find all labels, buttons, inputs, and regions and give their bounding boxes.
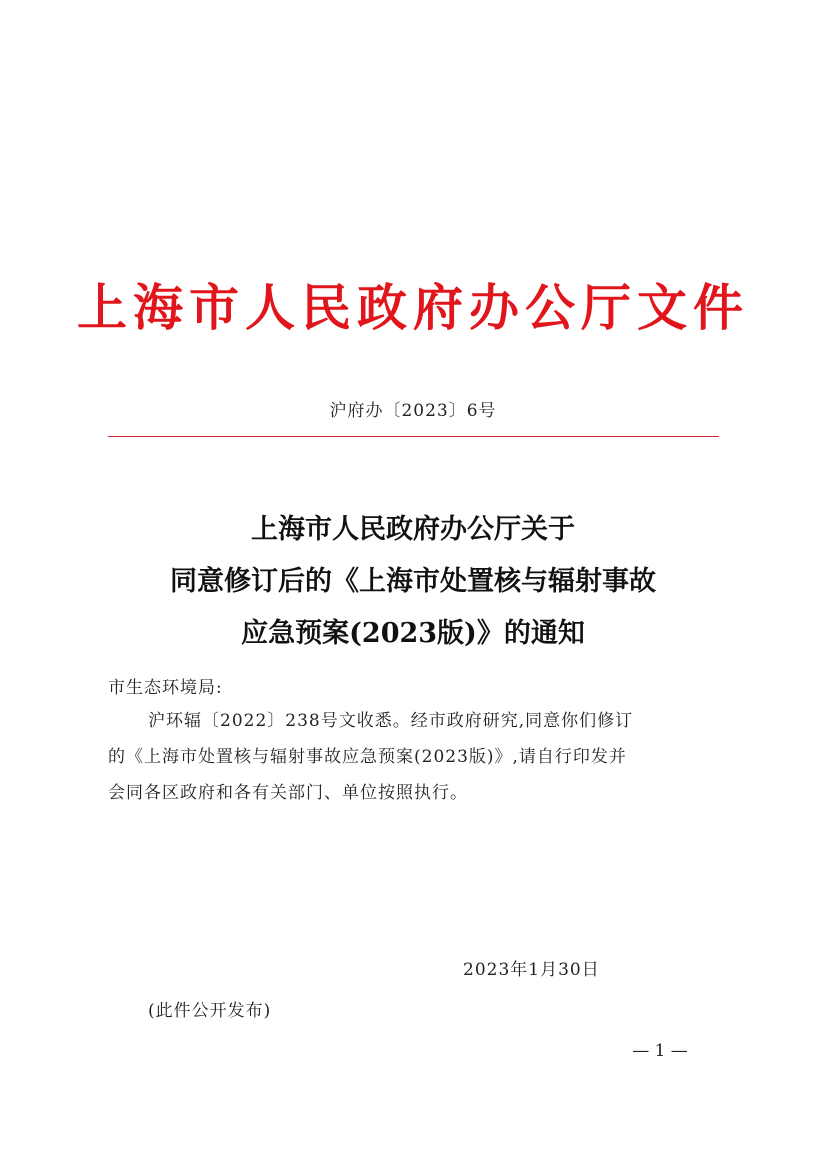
page-number: — 1 —: [632, 1041, 688, 1061]
addressee: 市生态环境局:: [108, 678, 223, 698]
body-line: 沪环辐〔2022〕238号文收悉。经市政府研究,同意你们修订: [148, 711, 634, 731]
red-divider-line: [108, 436, 719, 437]
body-line: 的《上海市处置核与辐射事故应急预案(2023版)》,请自行印发并: [108, 747, 627, 767]
notice-title: [0, 504, 826, 660]
notice-title-line: 同意修订后的《上海市处置核与辐射事故: [170, 566, 656, 597]
notice-title-line: 应急预案(2023版)》的通知: [241, 618, 585, 649]
document-number: 沪府办〔2023〕6号: [329, 401, 497, 421]
document-header-title: 上海市人民政府办公厅文件: [77, 278, 749, 337]
publish-note: (此件公开发布): [148, 1001, 272, 1021]
notice-title-line: 上海市人民政府办公厅关于: [251, 514, 575, 545]
signing-date: 2023年1月30日: [463, 960, 600, 980]
body-line: 会同各区政府和各有关部门、单位按照执行。: [108, 783, 468, 803]
notice-body: [108, 703, 719, 811]
